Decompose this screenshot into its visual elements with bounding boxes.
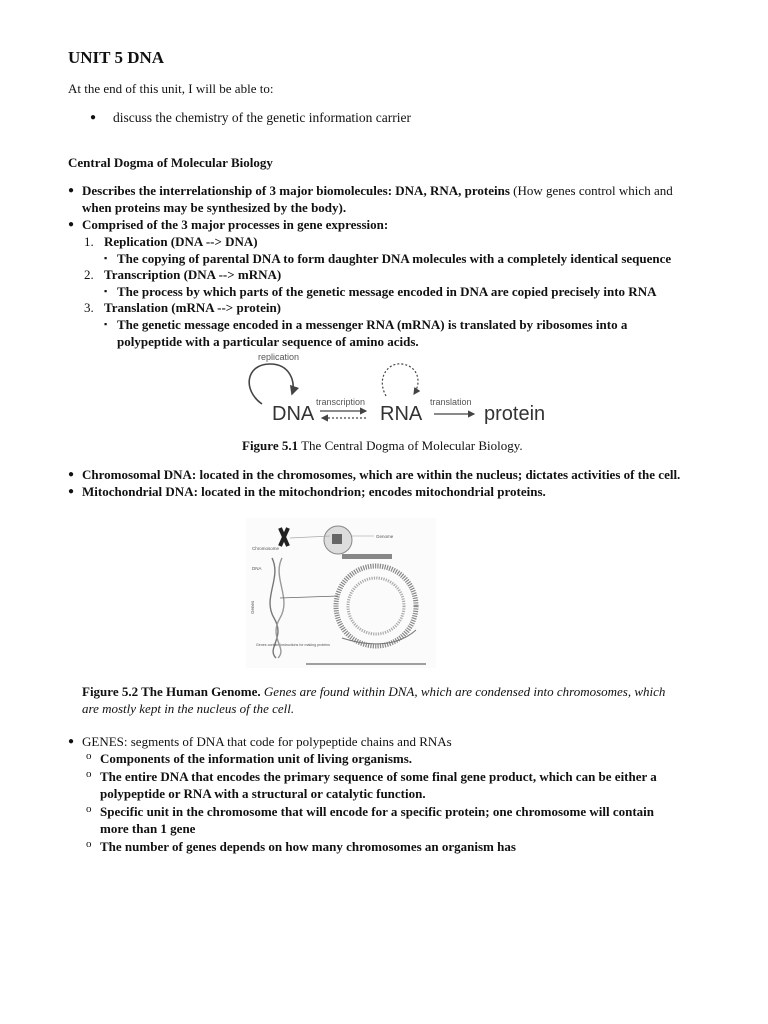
mitochondrial-dna-item (82, 484, 546, 500)
fig2-dna-label: DNA (252, 566, 262, 571)
circle-bullet-icon: o (86, 838, 92, 850)
genome-icon (332, 534, 342, 544)
genes-sub: Specific unit in the chromosome that will encode for a specific protein; one chromosome will contain (100, 804, 655, 819)
figure2-caption-italic: Genes are found within DNA, which are condensed into chromosomes, which (260, 684, 666, 699)
human-genome-figure (246, 518, 436, 668)
fig1-protein-label: protein (484, 403, 546, 425)
circle-bullet-icon: o (86, 803, 92, 815)
genes-sub-cont: more than 1 gene (100, 821, 196, 836)
fig1-dna-label: DNA (272, 403, 315, 425)
bullet-icon: ● (68, 736, 75, 747)
dna-type-term: Mitochondrial DNA: (82, 484, 198, 499)
section-heading: Central Dogma of Molecular Biology (68, 155, 273, 170)
bullet-icon: ● (68, 219, 75, 230)
fig1-translation-label: translation (430, 397, 472, 407)
bullet-icon: ● (68, 185, 75, 196)
bullet-icon: ● (68, 486, 75, 497)
dogma-description-cont: when proteins may be synthesized by the body). (82, 200, 347, 215)
square-bullet-icon: ▪ (104, 286, 108, 296)
dna-type-desc: located in the mitochondrion; encodes mitochondrial proteins. (197, 484, 546, 499)
processes-intro: Comprised of the 3 major processes in gene expression: (82, 217, 389, 232)
fig1-transcription-label: transcription (316, 397, 366, 407)
dna-type-desc: located in the chromosomes, which are within the nucleus; dictates activities of the cell. (196, 467, 681, 482)
bullet-icon: ● (90, 112, 97, 123)
objective-text: discuss the chemistry of the genetic information carrier (113, 110, 412, 125)
dogma-description-bold: Describes the interrelationship of 3 major biomolecules: DNA, RNA, proteins (82, 183, 510, 198)
figure1-caption-text: The Central Dogma of Molecular Biology. (298, 438, 523, 453)
replication-arrow-icon (249, 364, 293, 404)
fig1-rna-label: RNA (380, 403, 423, 425)
fig2-genes-label: Genes (250, 600, 255, 614)
process-desc: The copying of parental DNA to form daughter DNA molecules with a completely identical sequence (117, 251, 672, 266)
rna-replication-arrow-icon (382, 364, 418, 396)
dna-type-term: Chromosomal DNA: (82, 467, 197, 482)
figure2-caption-label: Figure 5.2 (82, 684, 139, 699)
figure2-caption-cont: are mostly kept in the nucleus of the cell. (82, 701, 295, 716)
figure2-caption-title: The Human Genome. (138, 684, 261, 699)
genes-sub: The entire DNA that encodes the primary sequence of some final gene product, which can be either a (100, 769, 657, 784)
genes-sub: The number of genes depends on how many chromosomes an organism has (100, 839, 516, 854)
process-number: 2. (84, 267, 94, 282)
process-desc-cont: polypeptide with a particular sequence of amino acids. (117, 334, 419, 349)
fig1-replication-label: replication (258, 352, 300, 362)
dogma-description-rest: (How genes control which and (509, 183, 673, 198)
process-desc: The genetic message encoded in a messenger RNA (mRNA) is translated by ribosomes into a (117, 317, 628, 332)
process-number: 1. (84, 234, 94, 249)
circle-bullet-icon: o (86, 750, 92, 762)
intro-lead: At the end of this unit, I will be able to: (68, 81, 274, 96)
figure2-caption (82, 684, 665, 700)
fig2-genes-note: Genes contain instructions for making proteins (256, 643, 330, 647)
process-title: Translation (mRNA --> protein) (104, 300, 282, 315)
process-number: 3. (84, 300, 94, 315)
figure1-caption (242, 438, 523, 454)
fig2-genome-label: Genome (376, 534, 394, 539)
dogma-description (82, 183, 673, 199)
square-bullet-icon: ▪ (104, 253, 108, 263)
legend-bar (342, 554, 392, 559)
fig2-chromosome-label: Chromosome (252, 546, 280, 551)
genes-sub-cont: polypeptide or RNA with a structural or catalytic function. (100, 786, 426, 801)
genes-heading: GENES: segments of DNA that code for polypeptide chains and RNAs (82, 734, 452, 749)
process-title: Replication (DNA --> DNA) (104, 234, 258, 249)
genes-sub: Components of the information unit of living organisms. (100, 751, 413, 766)
circle-bullet-icon: o (86, 768, 92, 780)
chromosomal-dna-item (82, 467, 680, 483)
central-dogma-figure (236, 348, 556, 428)
page-title: UNIT 5 DNA (68, 48, 165, 67)
process-desc: The process by which parts of the genetic message encoded in DNA are copied precisely into RNA (117, 284, 657, 299)
square-bullet-icon: ▪ (104, 319, 108, 329)
process-title: Transcription (DNA --> mRNA) (104, 267, 282, 282)
figure1-caption-label: Figure 5.1 (242, 438, 299, 453)
bullet-icon: ● (68, 469, 75, 480)
